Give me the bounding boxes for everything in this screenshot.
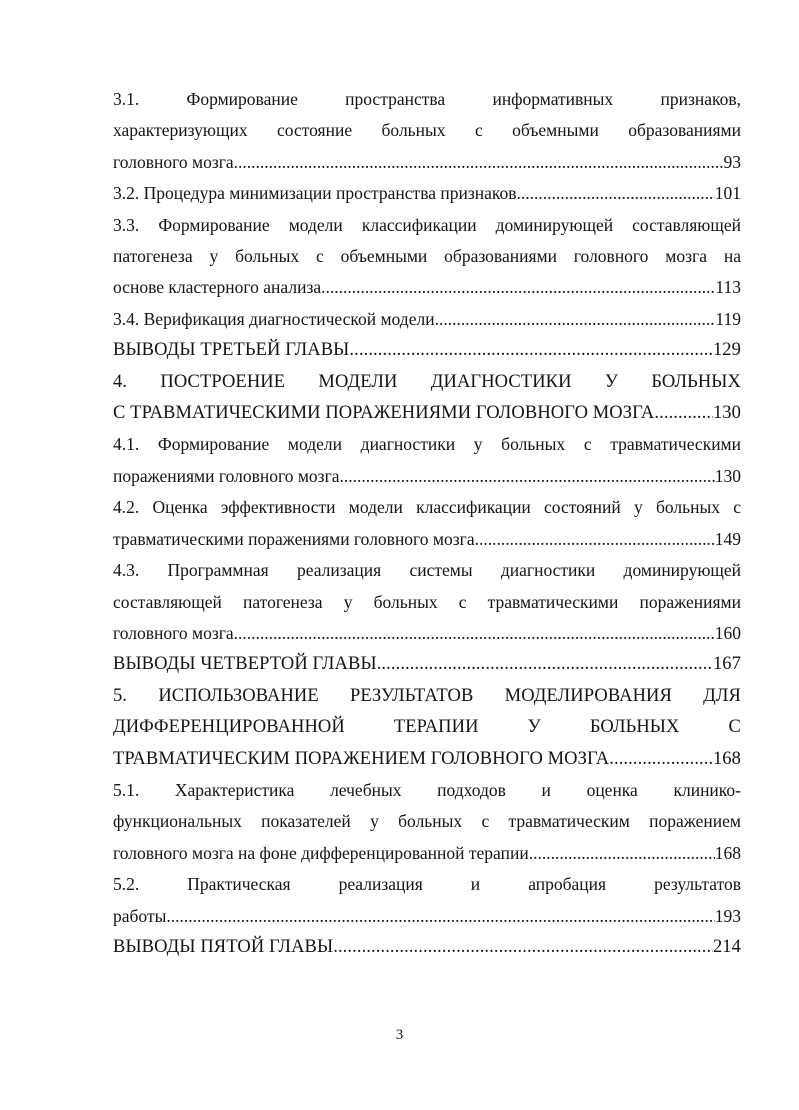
- toc-line: 4.3. Программная реализация системы диагностики доминирующей: [113, 560, 741, 581]
- toc-line: патогенеза у больных с объемными образованиями головного мозга на: [113, 246, 741, 267]
- toc-line: характеризующих состояние больных с объемными образованиями: [113, 120, 741, 141]
- toc-line-last: [113, 744, 741, 775]
- toc-entry-5-1: [113, 775, 741, 869]
- toc-line-last: [113, 901, 741, 932]
- toc-entry-conclusions-4: [113, 649, 741, 680]
- toc-line: функциональных показателей у больных с травматическим поражением: [113, 811, 741, 832]
- toc-line-last: [113, 618, 741, 649]
- leader-dots: [654, 398, 713, 429]
- leader-dots: [321, 272, 715, 303]
- toc-entry-4-1: [113, 429, 741, 492]
- toc-entry-title: ВЫВОДЫ ЧЕТВЕРТОЙ ГЛАВЫ: [113, 654, 377, 675]
- toc-entry-3-1: [113, 84, 741, 178]
- toc-entry-title: работы: [113, 905, 167, 926]
- toc-entry-title: 3.2. Процедура минимизации пространства признаков: [113, 183, 517, 204]
- toc-line-last: [113, 461, 741, 492]
- toc-entry-5-2: [113, 869, 741, 932]
- toc-line: 3.3. Формирование модели классификации доминирующей составляющей: [113, 214, 741, 235]
- toc-entry-4-2: [113, 492, 741, 555]
- leader-dots: [349, 335, 713, 366]
- toc-line-last: [113, 932, 741, 963]
- toc-entry-conclusions-3: [113, 335, 741, 366]
- toc-line-last: [113, 838, 741, 869]
- toc-page-number: 119: [715, 308, 741, 329]
- toc-line: составляющей патогенеза у больных с травматическими поражениями: [113, 591, 741, 612]
- toc-entry-chapter-4: [113, 367, 741, 430]
- leader-dots: [609, 744, 713, 775]
- toc-line: ДИФФЕРЕНЦИРОВАННОЙ ТЕРАПИИ У БОЛЬНЫХ С: [113, 717, 741, 738]
- leader-dots: [475, 524, 715, 555]
- leader-dots: [377, 649, 713, 680]
- toc-entry-title: основе кластерного анализа: [113, 277, 322, 298]
- toc-line: 4. ПОСТРОЕНИЕ МОДЕЛИ ДИАГНОСТИКИ У БОЛЬНЫХ: [113, 371, 741, 392]
- leader-dots: [529, 838, 715, 869]
- toc-line: 4.2. Оценка эффективности модели классификации состояний у больных с: [113, 497, 741, 518]
- toc-page-number: 168: [714, 842, 741, 863]
- leader-dots: [333, 932, 713, 963]
- toc-line: 3.1. Формирование пространства информативных признаков,: [113, 89, 741, 109]
- toc-line: 5. ИСПОЛЬЗОВАНИЕ РЕЗУЛЬТАТОВ МОДЕЛИРОВАНИЯ ДЛЯ: [113, 685, 741, 706]
- toc-entry-3-2: [113, 178, 741, 209]
- toc-page-number: 149: [714, 528, 741, 549]
- page-number: 3: [395, 1027, 404, 1043]
- leader-dots: [234, 147, 724, 178]
- toc-entry-3-4: [113, 304, 741, 335]
- toc-line-last: [113, 178, 741, 209]
- leader-dots: [166, 901, 714, 932]
- toc-entry-title: ВЫВОДЫ ПЯТОЙ ГЛАВЫ: [113, 936, 334, 957]
- toc-page-number: 113: [715, 277, 741, 298]
- toc-page-number: 101: [714, 183, 741, 204]
- toc-entry-title: 3.4. Верификация диагностической модели: [113, 308, 435, 329]
- toc-line-last: [113, 398, 741, 429]
- toc-page-number: 193: [714, 905, 741, 926]
- toc-line-last: [113, 335, 741, 366]
- toc-entry-4-3: [113, 555, 741, 649]
- toc-page-number: 129: [712, 340, 741, 361]
- toc-line: 5.1. Характеристика лечебных подходов и оценка клинико-: [113, 779, 741, 800]
- toc-page-number: 168: [712, 748, 741, 769]
- toc-line: 4.1. Формирование модели диагностики у больных с травматическими: [113, 434, 741, 455]
- toc-page-number: 130: [714, 465, 741, 486]
- table-of-contents: [113, 84, 741, 963]
- toc-entry-conclusions-5: [113, 932, 741, 963]
- leader-dots: [435, 304, 716, 335]
- toc-line-last: [113, 649, 741, 680]
- toc-page-number: 167: [712, 654, 741, 675]
- toc-entry-title: головного мозга: [113, 622, 234, 643]
- toc-entry-title: головного мозга на фоне дифференцированной терапии: [113, 842, 529, 863]
- toc-entry-title: поражениями головного мозга: [113, 465, 340, 486]
- toc-entry-title: ВЫВОДЫ ТРЕТЬЕЙ ГЛАВЫ: [113, 340, 350, 361]
- toc-entry-title: ТРАВМАТИЧЕСКИМ ПОРАЖЕНИЕМ ГОЛОВНОГО МОЗГА: [113, 748, 610, 769]
- toc-entry-3-3: [113, 210, 741, 304]
- toc-page-number: 130: [712, 403, 741, 424]
- toc-line: 5.2. Практическая реализация и апробация результатов: [113, 874, 741, 895]
- toc-page-number: 214: [712, 936, 741, 957]
- toc-page-number: 160: [714, 622, 741, 643]
- toc-page-number: 93: [723, 151, 741, 172]
- toc-entry-title: С ТРАВМАТИЧЕСКИМИ ПОРАЖЕНИЯМИ ГОЛОВНОГО МОЗГА: [113, 403, 655, 424]
- leader-dots: [234, 618, 715, 649]
- leader-dots: [340, 461, 715, 492]
- toc-line-last: [113, 524, 741, 555]
- toc-line-last: [113, 272, 741, 303]
- toc-entry-title: головного мозга: [113, 151, 234, 172]
- toc-line-last: [113, 147, 741, 178]
- toc-entry-chapter-5: [113, 681, 741, 775]
- toc-line-last: [113, 304, 741, 335]
- toc-entry-title: травматическими поражениями головного мозга: [113, 528, 475, 549]
- leader-dots: [517, 178, 715, 209]
